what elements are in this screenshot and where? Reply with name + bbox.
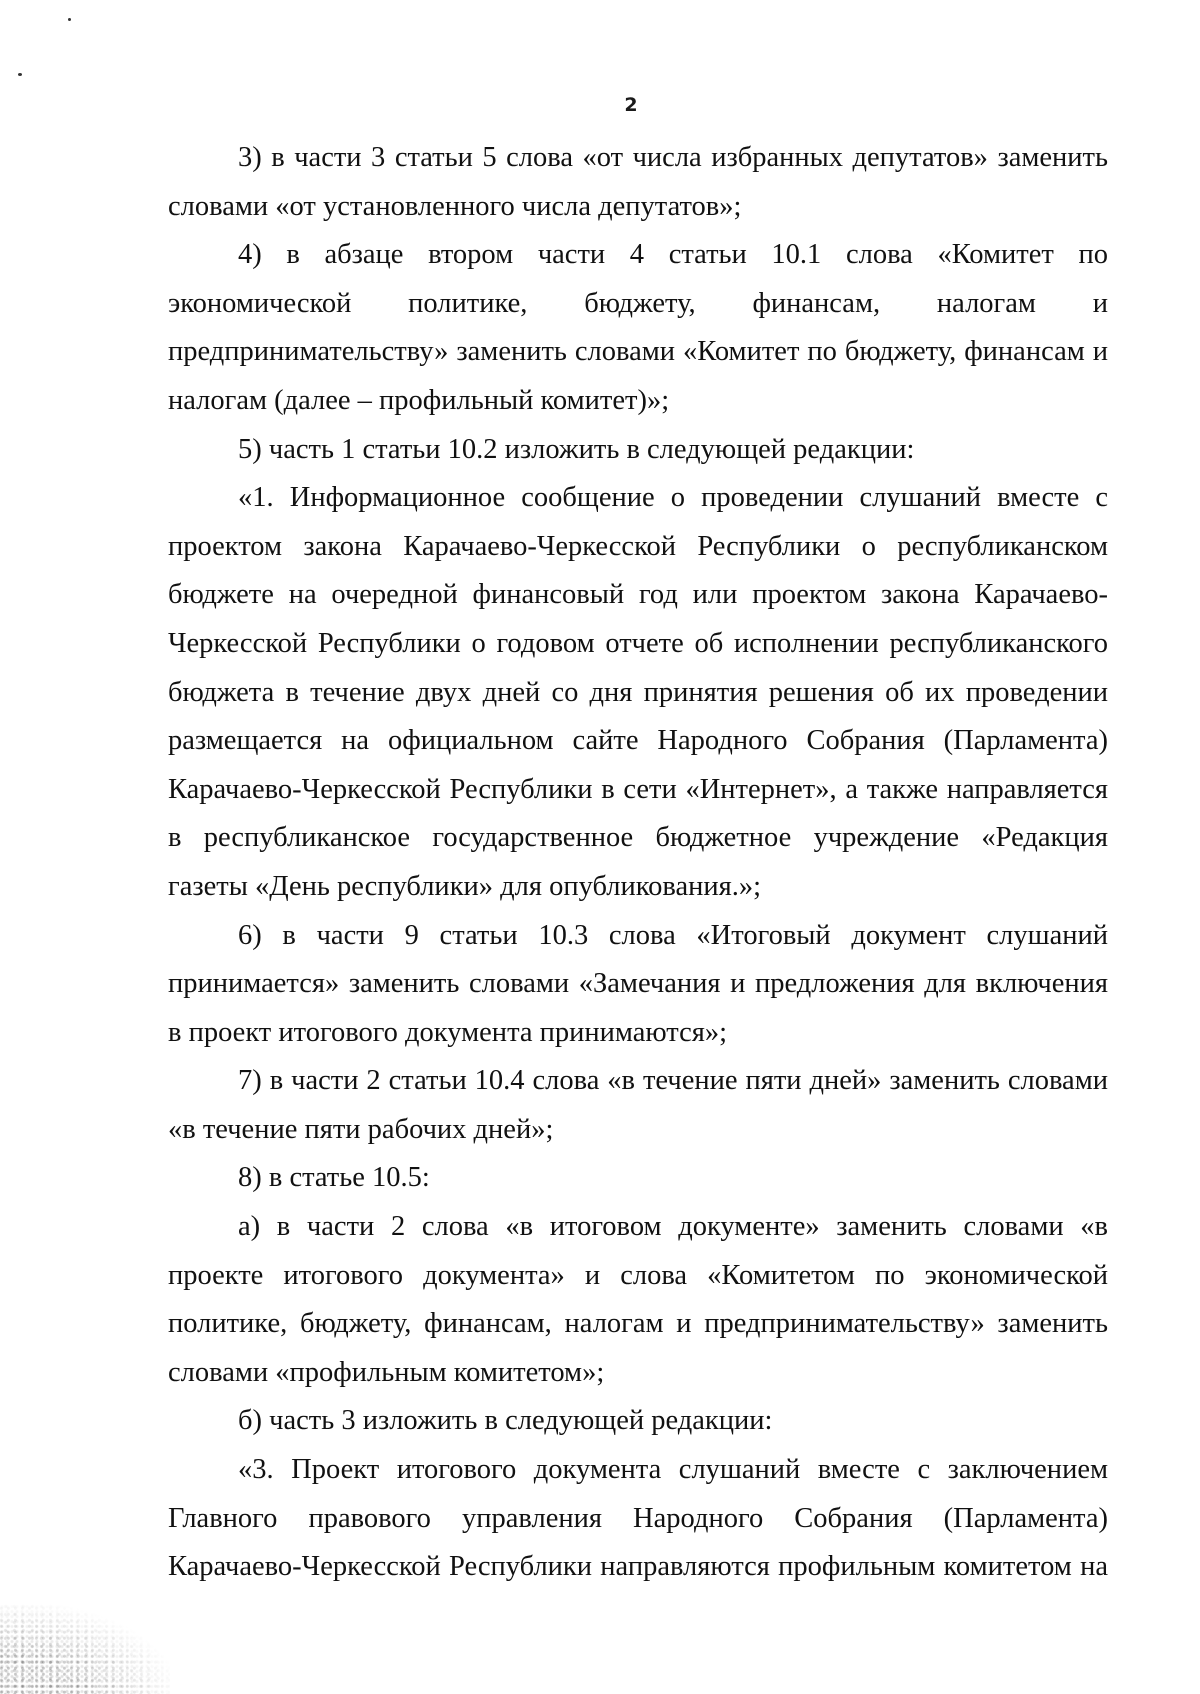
scan-speck: [68, 18, 71, 21]
scan-noise: [0, 1604, 170, 1694]
paragraph-item-6: 6) в части 9 статьи 10.3 слова «Итоговый документ слушаний принимается» заменить словами «Замечания и предложения для включения в проект итогового документа принимаются»;: [168, 919, 1108, 1048]
document-body: [168, 134, 1108, 1592]
paragraph-item-5: 5) часть 1 статьи 10.2 изложить в следующей редакции:: [238, 433, 915, 465]
paragraph-item-8b-text: «3. Проект итогового документа слушаний вместе с заключением Главного правового управления Народного Собрания (Парламента) Карачаево-Черкесской Республики направляются профильным комитетом на: [168, 1454, 1108, 1583]
paragraph-item-7: 7) в части 2 статьи 10.4 слова «в течение пяти дней» заменить словами «в течение пяти рабочих дней»;: [168, 1065, 1108, 1145]
paragraph-item-3: 3) в части 3 статьи 5 слова «от числа избранных депутатов» заменить словами «от установленного числа депутатов»;: [168, 142, 1108, 222]
page-number: 2: [624, 94, 638, 116]
paragraph-item-4: 4) в абзаце втором части 4 статьи 10.1 слова «Комитет по экономической политике, бюджету, финансам, налогам и предпринимательству» заменить словами «Комитет по бюджету, финансам и налогам (далее – профильный комитет)»;: [168, 239, 1108, 416]
paragraph-item-8: 8) в статье 10.5:: [238, 1162, 430, 1194]
paragraph-item-5-text: «1. Информационное сообщение о проведении слушаний вместе с проектом закона Карачаево-Черкесской Республики о республиканском бюджете на очередной финансовый год или проектом закона Карачаево-Черкесской Республики о годовом отчете об исполнении республиканского бюджета в течение двух дней со дня принятия решения об их проведении размещается на официальном сайте Народного Собрания (Парламента) Карачаево-Черкесской Республики в сети «Интернет», а также направляется в республиканское государственное бюджетное учреждение «Редакция газеты «День республики» для опубликования.»;: [168, 482, 1108, 902]
scan-speck: [18, 73, 22, 76]
paragraph-item-8a: а) в части 2 слова «в итоговом документе» заменить словами «в проекте итогового документа» и слова «Комитетом по экономической политике, бюджету, финансам, налогам и предпринимательству» заменить словами «профильным комитетом»;: [168, 1211, 1108, 1388]
paragraph-item-8b: б) часть 3 изложить в следующей редакции:: [238, 1405, 773, 1437]
